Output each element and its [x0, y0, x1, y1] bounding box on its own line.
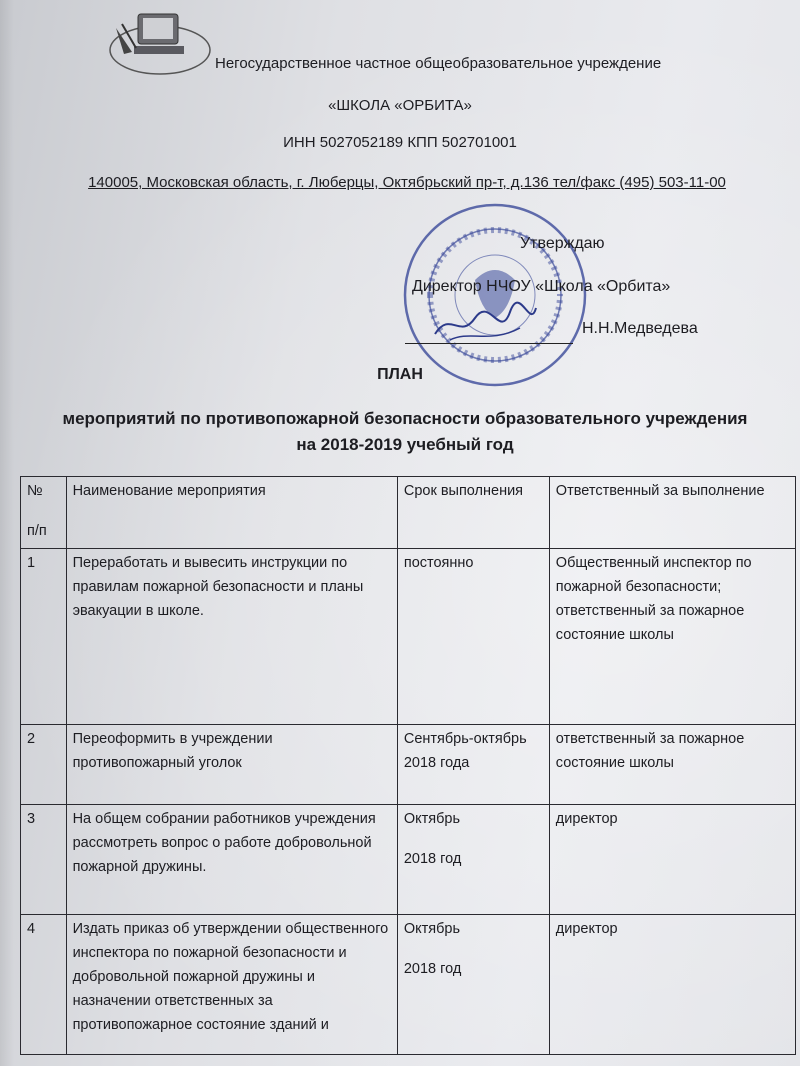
header-num-line2: п/п	[27, 523, 47, 539]
address: 140005, Московская область, г. Люберцы, Октябрьский пр-т, д.136 тел/факс (495) 503-11-00	[88, 174, 726, 191]
computer-logo-icon	[108, 8, 212, 78]
row-term-line1: Октябрь	[403, 921, 461, 937]
table-row	[21, 805, 796, 915]
header-term: Срок выполнения	[397, 477, 549, 549]
header-num-line1: №	[27, 483, 43, 499]
director-title: Директор НЧОУ «Школа «Орбита»	[412, 278, 671, 295]
signer-name: Н.Н.Медведева	[582, 320, 698, 337]
row-num: 2	[21, 725, 67, 805]
row-term-line1: постоянно	[403, 555, 474, 571]
table-row	[21, 915, 796, 1055]
row-term-line2: 2018 год	[403, 851, 462, 867]
row-responsible: ответственный за пожарное состояние школы	[549, 725, 795, 805]
org-name: Негосударственное частное общеобразовательное учреждение	[215, 55, 662, 72]
row-num: 1	[21, 549, 67, 725]
row-name: На общем собрании работников учреждения рассмотреть вопрос о работе добровольной пожарной дружины.	[66, 805, 397, 915]
row-term-line1: Октябрь	[403, 811, 461, 827]
school-name: «ШКОЛА «ОРБИТА»	[328, 97, 472, 114]
table-row	[21, 725, 796, 805]
row-term	[397, 549, 549, 725]
row-term-line2: 2018 год	[403, 961, 462, 977]
page-shadow	[0, 0, 14, 1066]
row-num: 4	[21, 915, 67, 1055]
row-num: 3	[21, 805, 67, 915]
inn-kpp: ИНН 5027052189 КПП 502701001	[283, 134, 517, 151]
table-header-row	[21, 477, 796, 549]
plan-heading: ПЛАН	[377, 366, 423, 383]
signature-line	[405, 343, 573, 344]
header-responsible: Ответственный за выполнение	[549, 477, 795, 549]
row-responsible: директор	[549, 915, 795, 1055]
row-responsible: Общественный инспектор по пожарной безопасности; ответственный за пожарное состояние школы	[549, 549, 795, 725]
table-row	[21, 549, 796, 725]
row-name: Переработать и вывесить инструкции по правилам пожарной безопасности и планы эвакуации в школе.	[66, 549, 397, 725]
plan-table	[20, 476, 796, 1055]
plan-subtitle: мероприятий по противопожарной безопасности образовательного учреждения на 2018-2019 учебный год	[62, 409, 748, 454]
signature-icon	[430, 300, 540, 348]
row-term	[397, 725, 549, 805]
header-name: Наименование мероприятия	[66, 477, 397, 549]
header-num	[21, 477, 67, 549]
row-term-line1: Сентябрь-октябрь 2018 года	[403, 731, 527, 771]
row-term	[397, 915, 549, 1055]
row-name: Переоформить в учреждении противопожарный уголок	[66, 725, 397, 805]
approve-label: Утверждаю	[520, 235, 605, 252]
row-name: Издать приказ об утверждении общественного инспектора по пожарной безопасности и добровольной пожарной дружины и назначении ответственных за противопожарное состояние зданий и	[66, 915, 397, 1055]
row-term	[397, 805, 549, 915]
row-responsible: директор	[549, 805, 795, 915]
